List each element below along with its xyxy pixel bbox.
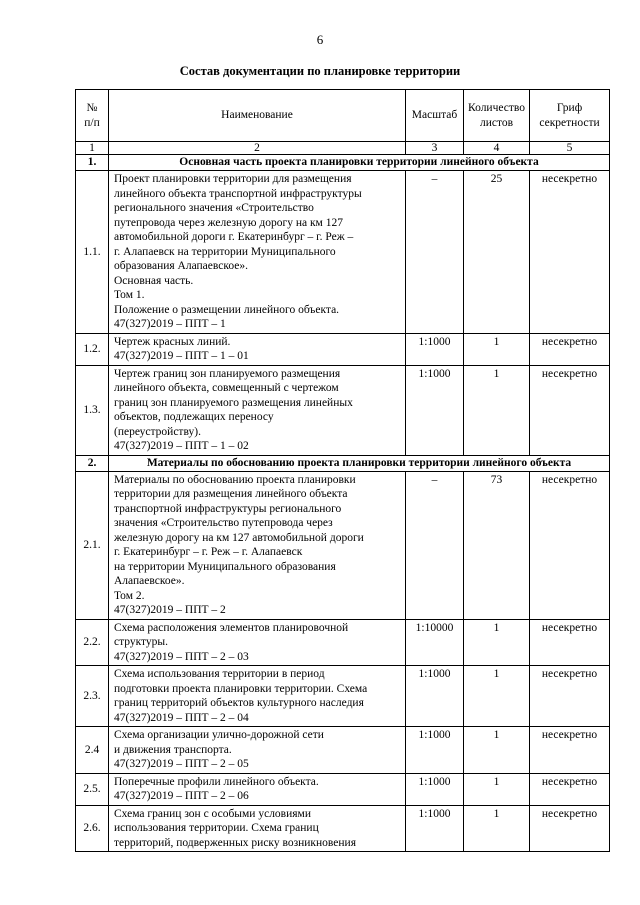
- row-secrecy: несекретно: [530, 333, 610, 365]
- row-scale: 1:1000: [406, 773, 464, 805]
- row-scale: 1:1000: [406, 805, 464, 852]
- row-name: Схема расположения элементов планировочной структуры. 47(327)2019 – ППТ – 2 – 03: [109, 619, 406, 666]
- table-row: [76, 727, 610, 774]
- column-number: 2: [109, 142, 406, 155]
- row-secrecy: несекретно: [530, 773, 610, 805]
- table-row: [76, 619, 610, 666]
- row-name: Чертеж красных линий. 47(327)2019 – ППТ – 1 – 01: [109, 333, 406, 365]
- row-secrecy: несекретно: [530, 365, 610, 455]
- row-sheets: 1: [464, 805, 530, 852]
- row-name: Чертеж границ зон планируемого размещения линейного объекта, совмещенный с чертежом границ зон планируемого размещения линейных объектов, подлежащих переносу (переустройству). 47(327)2019 – ППТ – 1 – 02: [109, 365, 406, 455]
- row-name: Схема использования территории в период подготовки проекта планировки территории. Схема границ территорий объектов культурного наследия 47(327)2019 – ППТ – 2 – 04: [109, 666, 406, 727]
- header-num: № п/п: [76, 90, 109, 142]
- row-secrecy: несекретно: [530, 619, 610, 666]
- row-scale: –: [406, 171, 464, 334]
- row-scale: 1:1000: [406, 666, 464, 727]
- documentation-table: [75, 89, 610, 852]
- row-name: Проект планировки территории для размещения линейного объекта транспортной инфраструктуры регионального значения «Строительство путепровода через железную дорогу на км 127 автомобильной дороги г. Екатеринбург – г. Реж – г. Алапаевск на территории Муниципального образования Алапаевское». Основная часть. Том 1. Положение о размещении линейного объекта. 47(327)2019 – ППТ – 1: [109, 171, 406, 334]
- row-number: 1.1.: [76, 171, 109, 334]
- row-number: 2.4: [76, 727, 109, 774]
- row-name: Поперечные профили линейного объекта. 47(327)2019 – ППТ – 2 – 06: [109, 773, 406, 805]
- row-number: 1.2.: [76, 333, 109, 365]
- section-row: [76, 455, 610, 471]
- section-title: Основная часть проекта планировки территории линейного объекта: [109, 155, 610, 171]
- header-sheets: Количество листов: [464, 90, 530, 142]
- section-title: Материалы по обоснованию проекта планировки территории линейного объекта: [109, 455, 610, 471]
- header-secrecy: Гриф секретности: [530, 90, 610, 142]
- header-scale: Масштаб: [406, 90, 464, 142]
- row-number: 2.5.: [76, 773, 109, 805]
- section-number: 2.: [76, 455, 109, 471]
- section-number: 1.: [76, 155, 109, 171]
- row-number: 2.6.: [76, 805, 109, 852]
- column-number-row: [76, 142, 610, 155]
- column-number: 5: [530, 142, 610, 155]
- row-number: 1.3.: [76, 365, 109, 455]
- table-row: [76, 333, 610, 365]
- row-sheets: 1: [464, 619, 530, 666]
- row-scale: 1:10000: [406, 619, 464, 666]
- row-secrecy: несекретно: [530, 666, 610, 727]
- row-sheets: 1: [464, 773, 530, 805]
- row-sheets: 73: [464, 471, 530, 619]
- row-secrecy: несекретно: [530, 471, 610, 619]
- row-scale: 1:1000: [406, 727, 464, 774]
- row-scale: 1:1000: [406, 365, 464, 455]
- row-number: 2.3.: [76, 666, 109, 727]
- column-number: 3: [406, 142, 464, 155]
- header-name: Наименование: [109, 90, 406, 142]
- row-name: Схема границ зон с особыми условиями использования территории. Схема границ территорий, подверженных риску возникновения: [109, 805, 406, 852]
- row-number: 2.1.: [76, 471, 109, 619]
- table-row: [76, 365, 610, 455]
- table-row: [76, 471, 610, 619]
- page-title: Состав документации по планировке территории: [179, 64, 461, 78]
- column-number: 4: [464, 142, 530, 155]
- row-secrecy: несекретно: [530, 805, 610, 852]
- section-row: [76, 155, 610, 171]
- row-sheets: 1: [464, 727, 530, 774]
- row-sheets: 1: [464, 666, 530, 727]
- table-row: [76, 805, 610, 852]
- row-sheets: 1: [464, 365, 530, 455]
- row-scale: –: [406, 471, 464, 619]
- row-secrecy: несекретно: [530, 171, 610, 334]
- table-body: [76, 142, 610, 852]
- table-row: [76, 666, 610, 727]
- table-row: [76, 171, 610, 334]
- table-row: [76, 773, 610, 805]
- row-name: Материалы по обоснованию проекта планировки территории для размещения линейного объекта транспортной инфраструктуры регионального значения «Строительство путепровода через железную дорогу на км 127 автомобильной дороги г. Екатеринбург – г. Реж – г. Алапаевск на территории Муниципального образования Алапаевское». Том 2. 47(327)2019 – ППТ – 2: [109, 471, 406, 619]
- row-sheets: 25: [464, 171, 530, 334]
- row-name: Схема организации улично-дорожной сети и движения транспорта. 47(327)2019 – ППТ – 2 – 05: [109, 727, 406, 774]
- row-secrecy: несекретно: [530, 727, 610, 774]
- row-number: 2.2.: [76, 619, 109, 666]
- column-number: 1: [76, 142, 109, 155]
- row-scale: 1:1000: [406, 333, 464, 365]
- row-sheets: 1: [464, 333, 530, 365]
- page-number: 6: [316, 32, 324, 47]
